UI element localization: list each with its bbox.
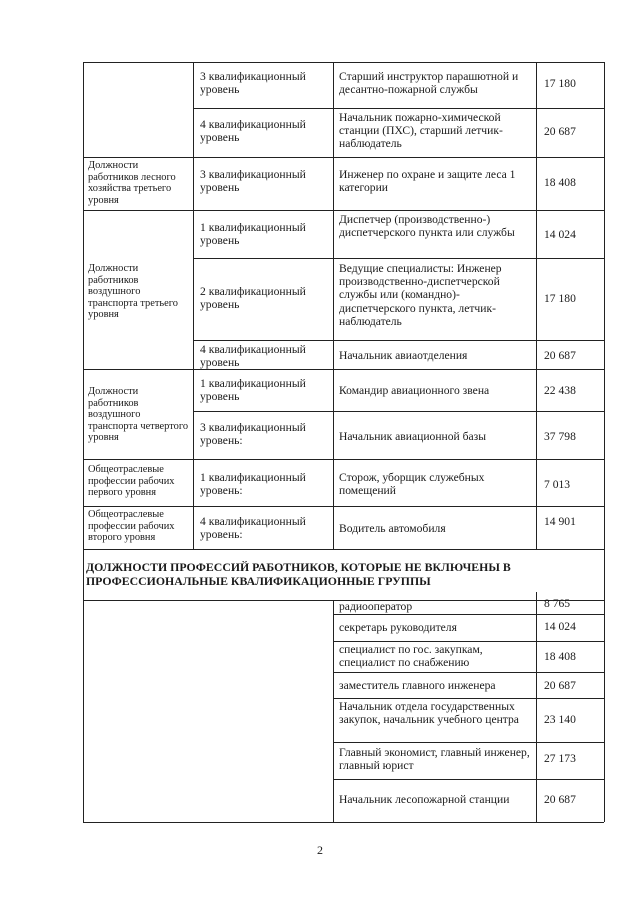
table-cell-position: Начальник авиационной базы (339, 430, 487, 443)
table-cell-group: Должности работников лесного хозяйства третьего уровня (88, 160, 176, 206)
table-cell-salary: 20 687 (544, 793, 576, 806)
table-cell-position: Сторож, уборщик служебных помещений (339, 471, 485, 498)
table-cell-salary: 23 140 (544, 713, 576, 726)
table-cell-level: 3 квалификационный уровень (200, 70, 306, 97)
table-cell-position: Начальник лесопожарной станции (339, 793, 510, 806)
table-cell-salary: 20 687 (544, 349, 576, 362)
table-cell-salary: 27 173 (544, 752, 576, 765)
table-cell-level: 2 квалификационный уровень (200, 285, 306, 312)
table-cell-position: Начальник авиаотделения (339, 349, 468, 362)
table-cell-salary: 14 024 (544, 228, 576, 241)
table-cell-salary: 22 438 (544, 384, 576, 397)
table-cell-position: Главный экономист, главный инженер, главный юрист (339, 746, 530, 773)
table-cell-position: радиооператор (339, 600, 413, 613)
table-cell-level: 4 квалификационный уровень (200, 118, 306, 145)
table-cell-salary: 18 408 (544, 176, 576, 189)
table-cell-group: Общеотраслевые профессии рабочих первого уровня (88, 464, 175, 499)
table-cell-salary: 18 408 (544, 650, 576, 663)
table-cell-position: Инженер по охране и защите леса 1 категории (339, 168, 516, 195)
table-cell-level: 1 квалификационный уровень (200, 377, 306, 404)
table-cell-salary: 14 024 (544, 620, 576, 633)
table-cell-salary: 20 687 (544, 125, 576, 138)
table-cell-salary: 14 901 (544, 515, 576, 528)
table-cell-position: Водитель автомобиля (339, 522, 446, 535)
table-cell-level: 3 квалификационный уровень (200, 168, 306, 195)
page-number: 2 (317, 843, 323, 857)
table-cell-level: 4 квалификационный уровень: (200, 515, 306, 542)
table-cell-level: 1 квалификационный уровень: (200, 471, 306, 498)
section-header: ДОЛЖНОСТИ ПРОФЕССИЙ РАБОТНИКОВ, КОТОРЫЕ НЕ ВКЛЮЧЕНЫ В ПРОФЕССИОНАЛЬНЫЕ КВАЛИФИКАЦИОННЫЕ ГРУППЫ (86, 560, 511, 588)
table-cell-level: 1 квалификационный уровень (200, 221, 306, 248)
table-cell-salary: 17 180 (544, 77, 576, 90)
table-cell-salary: 37 798 (544, 430, 576, 443)
table-cell-position: секретарь руководителя (339, 621, 457, 634)
table-cell-salary: 20 687 (544, 679, 576, 692)
table-cell-position: специалист по гос. закупкам, специалист по снабжению (339, 643, 483, 670)
table-cell-salary: 7 013 (544, 478, 571, 491)
table-cell-position: Начальник пожарно-химической станции (ПХС), старший летчик-наблюдатель (339, 111, 503, 151)
table-cell-level: 4 квалификационный уровень (200, 343, 306, 370)
table-cell-position: заместитель главного инженера (339, 679, 496, 692)
table-cell-position: Ведущие специалисты: Инженер производственно-диспетчерской службы или (командно)-диспетчерского пункта, летчик-наблюдатель (339, 262, 502, 328)
table-cell-group: Должности работников воздушного транспорта третьего уровня (88, 263, 178, 321)
table-cell-position: Старший инструктор парашютной и десантно-пожарной службы (339, 70, 519, 97)
table-cell-salary: 8 765 (544, 597, 571, 610)
table-cell-position: Начальник отдела государственных закупок, начальник учебного центра (339, 700, 519, 727)
table-cell-level: 3 квалификационный уровень: (200, 421, 306, 448)
table-cell-position: Командир авиационного звена (339, 384, 490, 397)
table-cell-group: Должности работников воздушного транспорта четвертого уровня (88, 386, 189, 444)
table-cell-group: Общеотраслевые профессии рабочих второго уровня (88, 509, 175, 544)
table-cell-salary: 17 180 (544, 292, 576, 305)
table-cell-position: Диспетчер (производственно-) диспетчерского пункта или службы (339, 213, 515, 240)
